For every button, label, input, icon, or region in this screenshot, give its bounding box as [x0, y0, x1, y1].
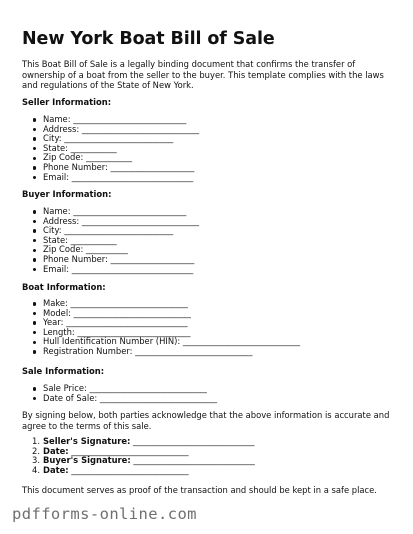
- list-number: 3.: [32, 455, 40, 466]
- date-blank: ____________________________: [68, 464, 189, 475]
- buyer-email-field[interactable]: Email: _____________________________: [22, 265, 199, 275]
- seller-fields: [22, 115, 199, 182]
- intro-paragraph: This Boat Bill of Sale is a legally binding document that confirms the transfer of ownership of a boat from the seller to the buyer. This template complies with the laws and regulations of the State of New York.: [22, 59, 384, 91]
- seller-address-field[interactable]: Address: ____________________________: [22, 125, 199, 135]
- sale-heading: Sale Information:: [22, 366, 105, 376]
- boat-registration-field[interactable]: Registration Number: ____________________________: [22, 347, 300, 357]
- boat-model-field[interactable]: Model: ____________________________: [22, 309, 300, 319]
- boat-heading: Boat Information:: [22, 282, 106, 292]
- closing-paragraph: This document serves as proof of the transaction and should be kept in a safe place.: [22, 485, 377, 495]
- seller-zip-field[interactable]: Zip Code: ___________: [22, 153, 199, 163]
- seller-phone-field[interactable]: Phone Number: ____________________: [22, 163, 199, 173]
- acknowledgement-paragraph: By signing below, both parties acknowledge that the above information is accurate and agree to the terms of this sale.: [22, 410, 390, 431]
- boat-make-field[interactable]: Make: ____________________________: [22, 299, 300, 309]
- date-label: Date:: [43, 464, 69, 475]
- buyer-fields: [22, 207, 199, 274]
- document-title: New York Boat Bill of Sale: [22, 29, 275, 49]
- sale-price-field[interactable]: Sale Price: ____________________________: [22, 384, 217, 394]
- buyer-state-field[interactable]: State: ___________: [22, 236, 199, 246]
- signature-list: [22, 437, 255, 475]
- seller-name-field[interactable]: Name: ___________________________: [22, 115, 199, 125]
- buyer-address-field[interactable]: Address: ____________________________: [22, 217, 199, 227]
- buyer-name-field[interactable]: Name: ___________________________: [22, 207, 199, 217]
- date-blank: ____________________________: [68, 445, 189, 456]
- buyer-date-line[interactable]: [22, 466, 255, 476]
- boat-hin-field[interactable]: Hull Identification Number (HIN): ____________________________: [22, 337, 300, 347]
- buyer-zip-field[interactable]: Zip Code: __________: [22, 245, 199, 255]
- signature-label: Seller's Signature:: [43, 436, 131, 446]
- signature-blank: _____________________________: [130, 455, 255, 466]
- seller-email-field[interactable]: Email: _____________________________: [22, 173, 199, 183]
- seller-state-field[interactable]: State: ___________: [22, 144, 199, 154]
- list-number: 4.: [32, 464, 40, 475]
- boat-length-field[interactable]: Length: ___________________________: [22, 328, 300, 338]
- sale-fields: [22, 384, 217, 403]
- signature-label: Buyer's Signature:: [43, 455, 131, 466]
- sale-date-field[interactable]: Date of Sale: ____________________________: [22, 394, 217, 404]
- boat-fields: [22, 299, 300, 357]
- buyer-heading: Buyer Information:: [22, 189, 112, 199]
- date-label: Date:: [43, 445, 69, 456]
- seller-city-field[interactable]: City: __________________________: [22, 134, 199, 144]
- boat-year-field[interactable]: Year: _____________________________: [22, 318, 300, 328]
- watermark-text: pdfforms-online.com: [12, 505, 197, 523]
- signature-blank: _____________________________: [130, 436, 255, 446]
- buyer-city-field[interactable]: City: __________________________: [22, 226, 199, 236]
- list-number: 2.: [32, 445, 40, 456]
- seller-heading: Seller Information:: [22, 97, 112, 107]
- list-number: 1.: [32, 436, 40, 446]
- buyer-phone-field[interactable]: Phone Number: ____________________: [22, 255, 199, 265]
